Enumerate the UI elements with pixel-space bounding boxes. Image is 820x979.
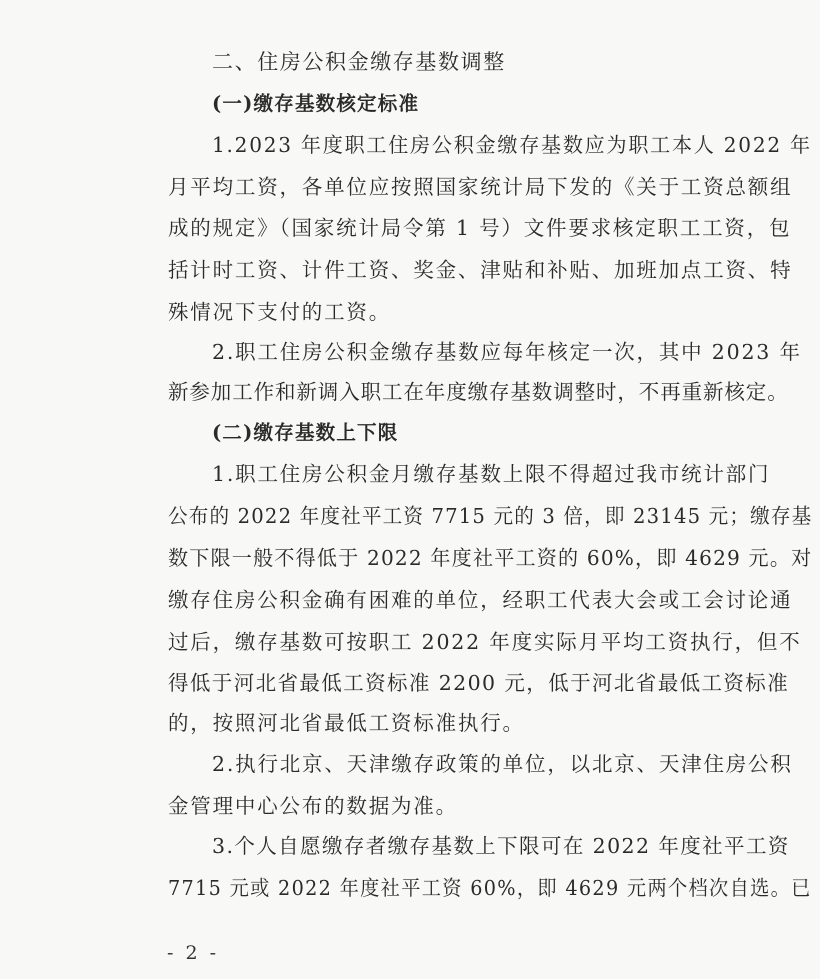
para-5-line-1: 3.个人自愿缴存者缴存基数上下限可在 2022 年度社平工资 bbox=[212, 834, 790, 858]
para-3-line-2: 公布的 2022 年度社平工资 7715 元的 3 倍，即 23145 元；缴存基 bbox=[168, 504, 813, 528]
para-1-line-3: 成的规定》（国家统计局令第 1 号）文件要求核定职工工资，包 bbox=[168, 216, 792, 240]
para-3-line-3: 数下限一般不得低于 2022 年度社平工资的 60%，即 4629 元。对 bbox=[168, 546, 813, 570]
subsection-2-title: (二)缴存基数上下限 bbox=[212, 421, 399, 444]
para-1-line-4: 括计时工资、计件工资、奖金、津贴和补贴、加班加点工资、特 bbox=[168, 258, 793, 282]
para-3-line-1: 1.职工住房公积金月缴存基数上限不得超过我市统计部门 bbox=[212, 462, 771, 486]
para-3-line-7: 的，按照河北省最低工资标准执行。 bbox=[168, 711, 525, 735]
para-3-line-4: 缴存住房公积金确有困难的单位，经职工代表大会或工会讨论通 bbox=[168, 588, 793, 612]
para-2-line-1: 2.职工住房公积金缴存基数应每年核定一次，其中 2023 年 bbox=[212, 340, 802, 364]
para-4-line-1: 2.执行北京、天津缴存政策的单位，以北京、天津住房公积 bbox=[212, 752, 793, 776]
para-4-line-2: 金管理中心公布的数据为准。 bbox=[168, 794, 458, 818]
para-1-line-1: 1.2023 年度职工住房公积金缴存基数应为职工本人 2022 年 bbox=[212, 133, 812, 157]
para-5-line-2: 7715 元或 2022 年度社平工资 60%，即 4629 元两个档次自选。已 bbox=[168, 876, 812, 900]
para-2-line-2: 新参加工作和新调入职工在年度缴存基数调整时，不再重新核定。 bbox=[168, 380, 789, 404]
para-3-line-6: 得低于河北省最低工资标准 2200 元，低于河北省最低工资标准 bbox=[168, 671, 790, 695]
section-title: 二、住房公积金缴存基数调整 bbox=[212, 50, 506, 74]
para-1-line-2: 月平均工资，各单位应按照国家统计局下发的《关于工资总额组 bbox=[168, 175, 793, 199]
para-1-line-5: 殊情况下支付的工资。 bbox=[168, 300, 391, 324]
para-3-line-5: 过后，缴存基数可按职工 2022 年度实际月平均工资执行，但不 bbox=[168, 630, 802, 654]
page-number: - 2 - bbox=[167, 942, 220, 964]
subsection-1-title: (一)缴存基数核定标准 bbox=[212, 92, 420, 115]
